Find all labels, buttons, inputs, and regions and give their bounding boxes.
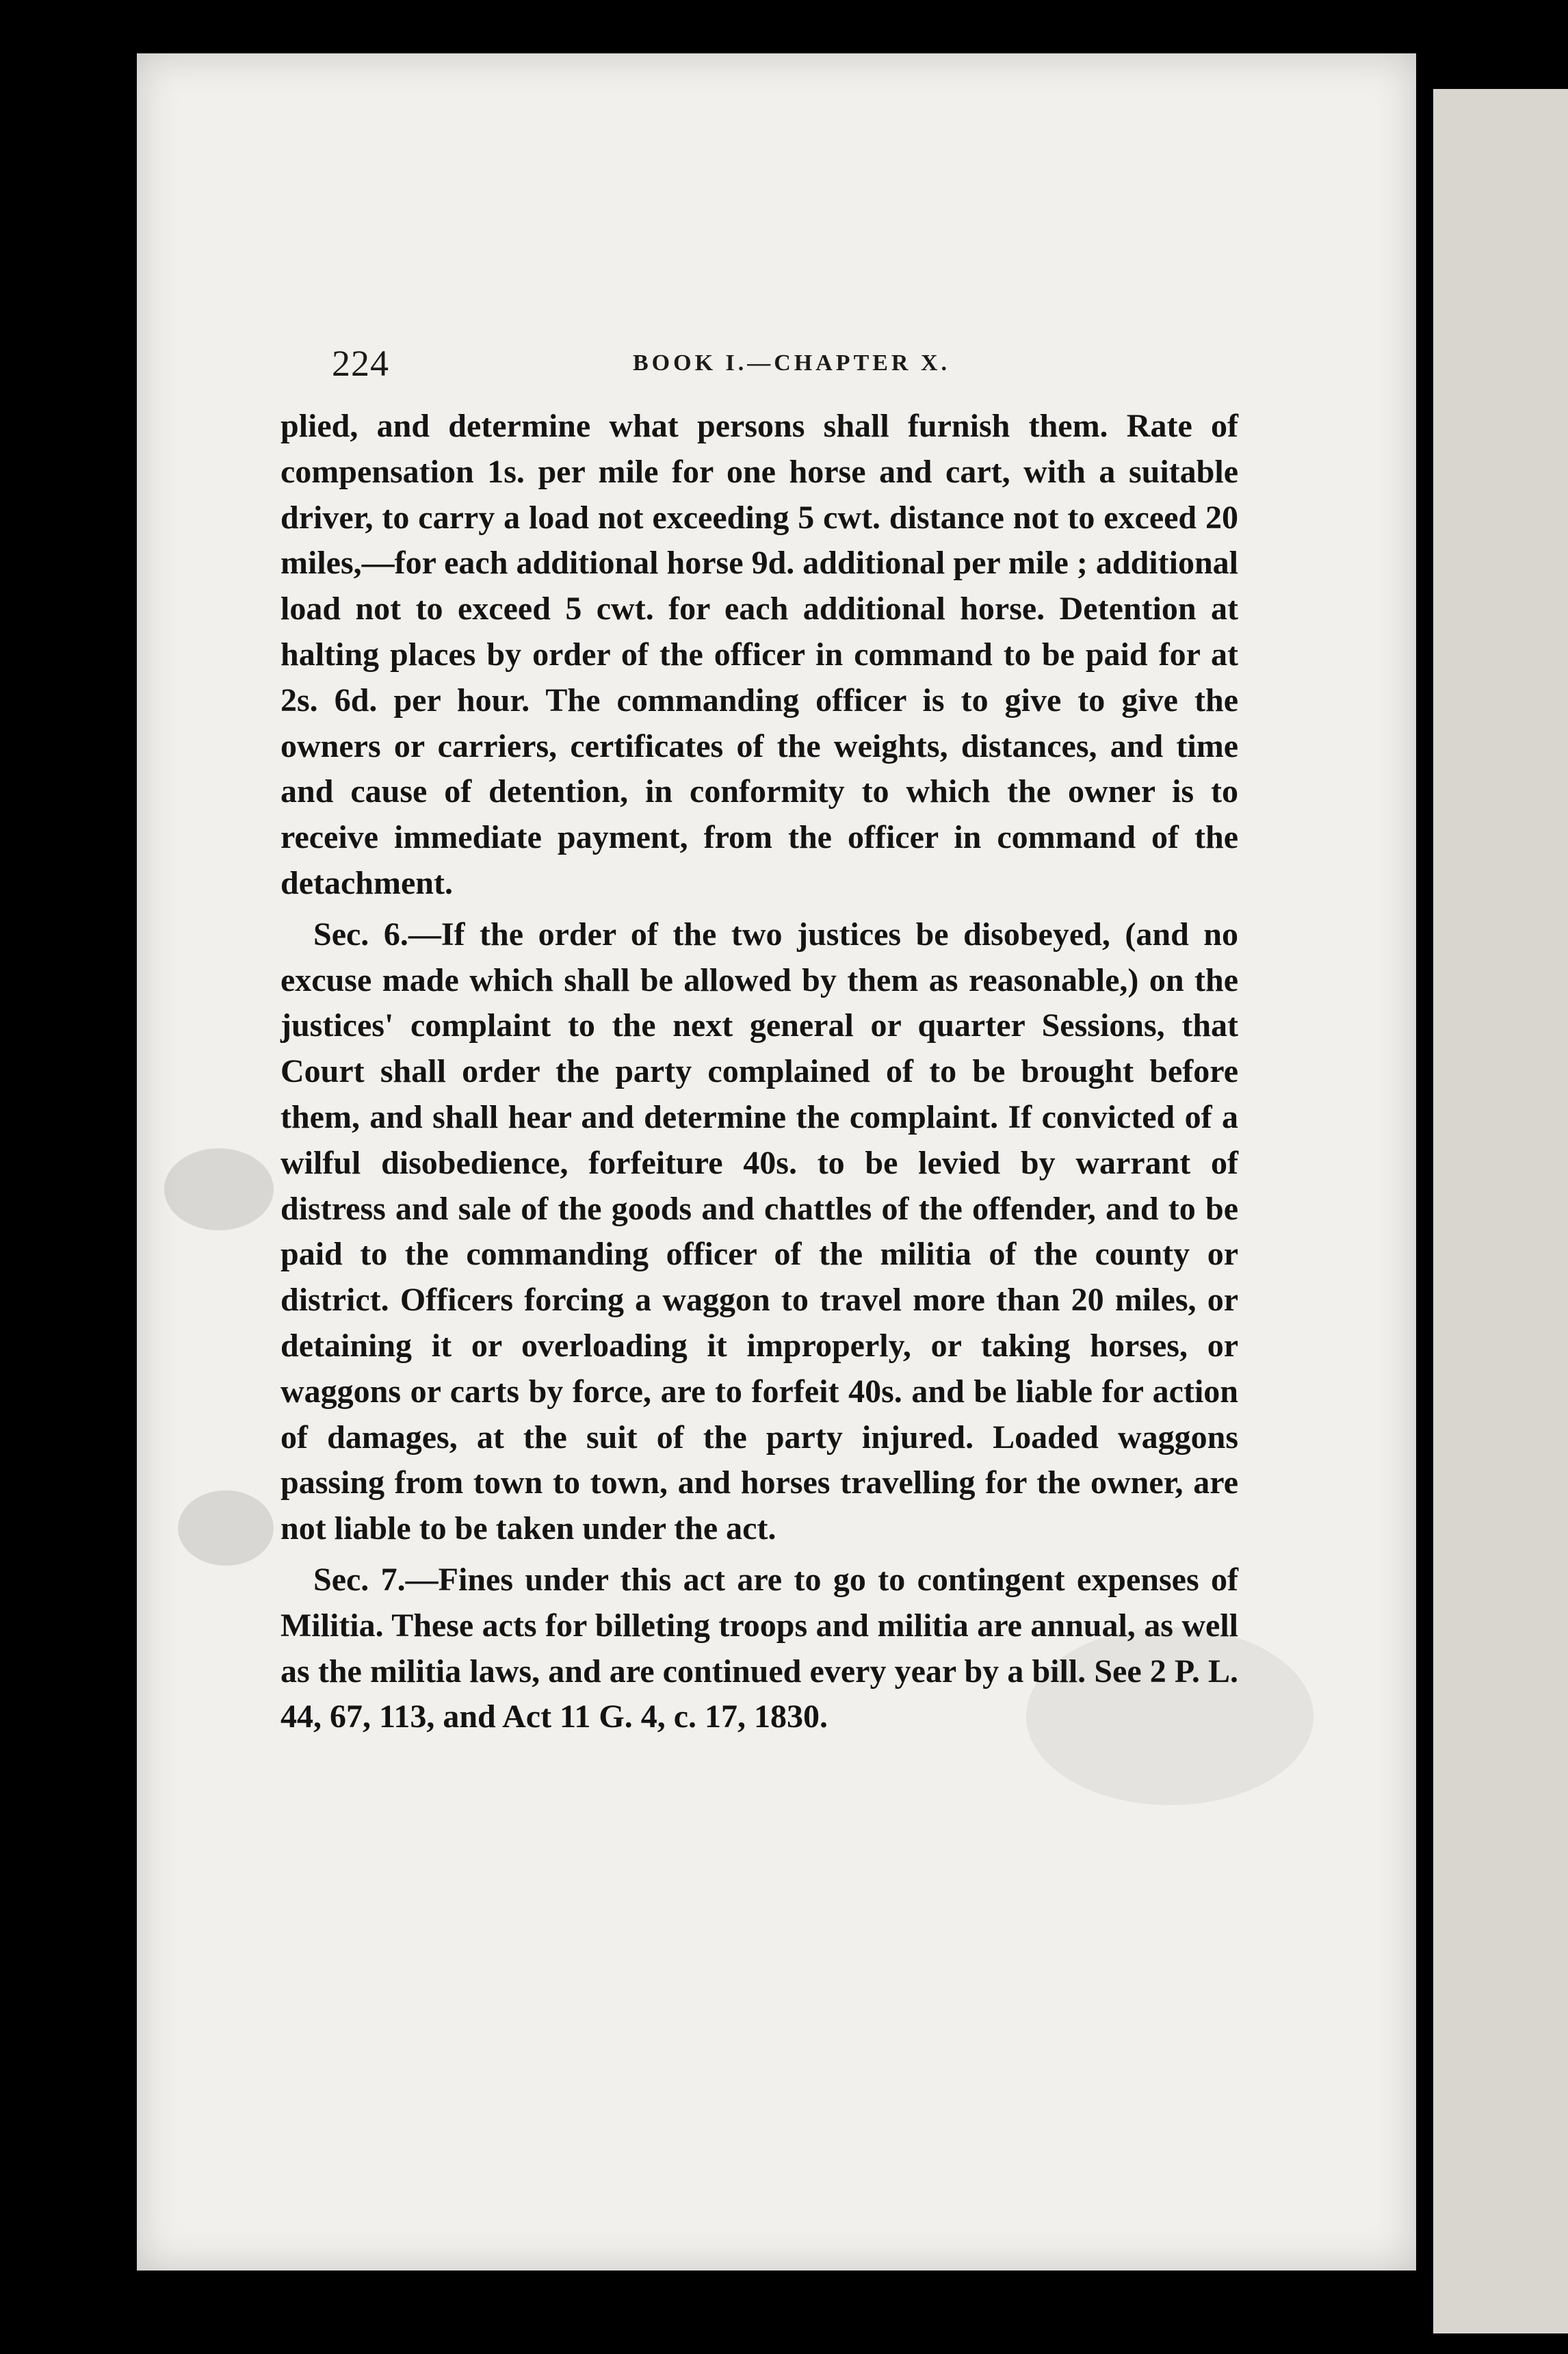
- paragraph: Sec. 7.—Fines under this act are to go to contingent expenses of Militia. These acts for billeting troops and militia are annual, as well as the militia laws, and are continued every year by a bill. See 2 P. L. 44, 67, 113, and Act 11 G. 4, c. 17, 1830.: [280, 1561, 1238, 1735]
- paragraph: plied, and determine what persons shall furnish them. Rate of compensation 1s. per mile for one horse and cart, with a suitable driver, to carry a load not exceeding 5 cwt. distance not to exceed 20 miles,—for each additional horse 9d. additional per mile ; additional load not to exceed 5 cwt. for each additional horse. Detention at halting places by order of the officer in command to be paid for at 2s. 6d. per hour. The commanding officer is to give to give the owners or carriers, certificates of the weights, distances, and time and cause of detention, in conformity to which the owner is to receive immediate payment, from the officer in command of the detachment.: [280, 408, 1238, 901]
- paragraph: Sec. 6.—If the order of the two justices be disobeyed, (and no excuse made which shall be allowed by them as reasonable,) on the justices' complaint to the next general or quarter Sessions, that Court shall order the party complained of to be brought before them, and shall hear and determine the complaint. If convicted of a wilful disobedience, forfeiture 40s. to be levied by warrant of distress and sale of the goods and chattles of the offender, and to be paid to the commanding officer of the militia of the county or district. Officers forcing a waggon to travel more than 20 miles, or detaining it or overloading it improperly, or taking horses, or waggons or carts by force, are to forfeit 40s. and be liable for action of damages, at the suit of the party injured. Loaded waggons passing from town to town, and horses travelling for the owner, are not liable to be taken under the act.: [280, 916, 1238, 1547]
- running-head: [332, 342, 1331, 390]
- page-stain: [164, 1148, 274, 1230]
- facing-page-edge: [1433, 89, 1568, 2333]
- page-stain: [178, 1490, 274, 1566]
- page-number: 224: [332, 343, 389, 384]
- body-text: [280, 404, 1238, 1740]
- chapter-heading: BOOK I.—CHAPTER X.: [633, 350, 951, 376]
